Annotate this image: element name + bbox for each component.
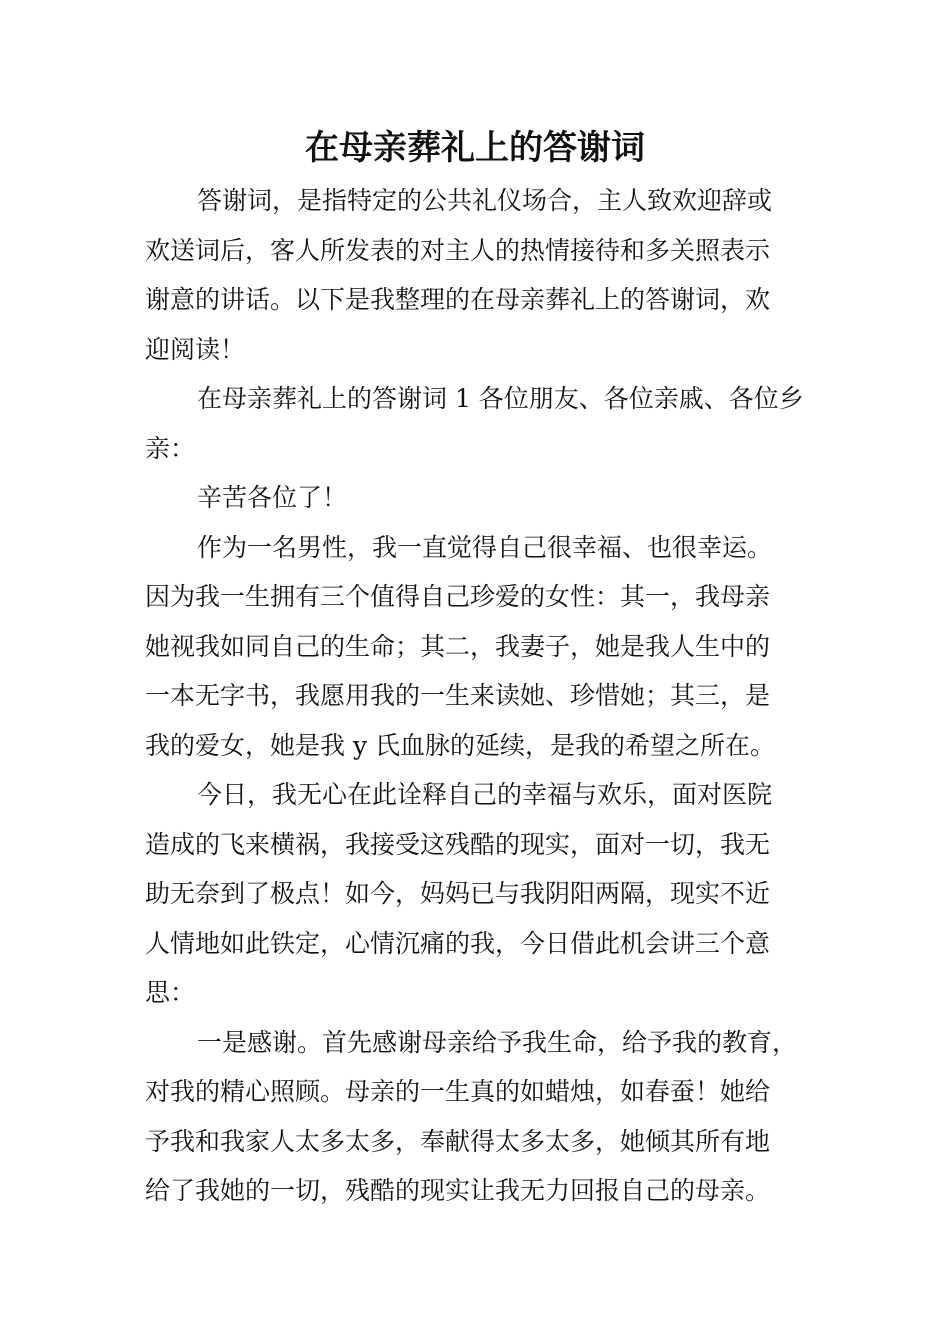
body-line: 她视我如同自己的生命；其二，我妻子，她是我人生中的 [145, 631, 771, 661]
body-line: 给了我她的一切，残酷的现实让我无力回报自己的母亲。 [145, 1176, 771, 1205]
body-line: 今日，我无心在此诠释自己的幸福与欢乐，面对医院 [197, 780, 773, 809]
body-line: 我的爱女，她是我 y 氏血脉的延续，是我的希望之所在。 [145, 730, 776, 760]
body-line: 因为我一生拥有三个值得自己珍爱的女性：其一，我母亲 [145, 582, 771, 611]
body-line: 谢意的讲话。以下是我整理的在母亲葬礼上的答谢词，欢 [145, 285, 771, 314]
body-line: 一是感谢。首先感谢母亲给予我生命，给予我的教育， [197, 1027, 798, 1057]
body-line: 作为一名男性，我一直觉得自己很幸福、也很幸运。 [197, 532, 773, 562]
body-line: 欢送词后，客人所发表的对主人的热情接待和多关照表示 [145, 235, 771, 265]
body-line: 辛苦各位了！ [197, 483, 348, 512]
body-line: 答谢词，是指特定的公共礼仪场合，主人致欢迎辞或 [197, 186, 773, 215]
body-line: 造成的飞来横祸，我接受这残酷的现实，面对一切，我无 [145, 829, 771, 859]
body-line: 予我和我家人太多太多，奉献得太多太多，她倾其所有地 [145, 1126, 771, 1156]
document-body [145, 176, 810, 1216]
body-line: 一本无字书，我愿用我的一生来读她、珍惜她；其三，是 [145, 681, 771, 710]
body-line: 在母亲葬礼上的答谢词 1 各位朋友、各位亲戚、各位乡 [197, 384, 804, 413]
body-line: 助无奈到了极点！如今，妈妈已与我阴阳两隔，现实不近 [145, 879, 771, 908]
body-line: 亲： [145, 433, 196, 463]
body-line: 对我的精心照顾。母亲的一生真的如蜡烛，如春蚕！她给 [145, 1077, 771, 1106]
body-line: 思： [145, 978, 196, 1007]
body-line: 迎阅读！ [145, 334, 246, 364]
document-title: 在母亲葬礼上的答谢词 [305, 128, 645, 168]
body-line: 人情地如此铁定，心情沉痛的我，今日借此机会讲三个意 [145, 928, 771, 958]
